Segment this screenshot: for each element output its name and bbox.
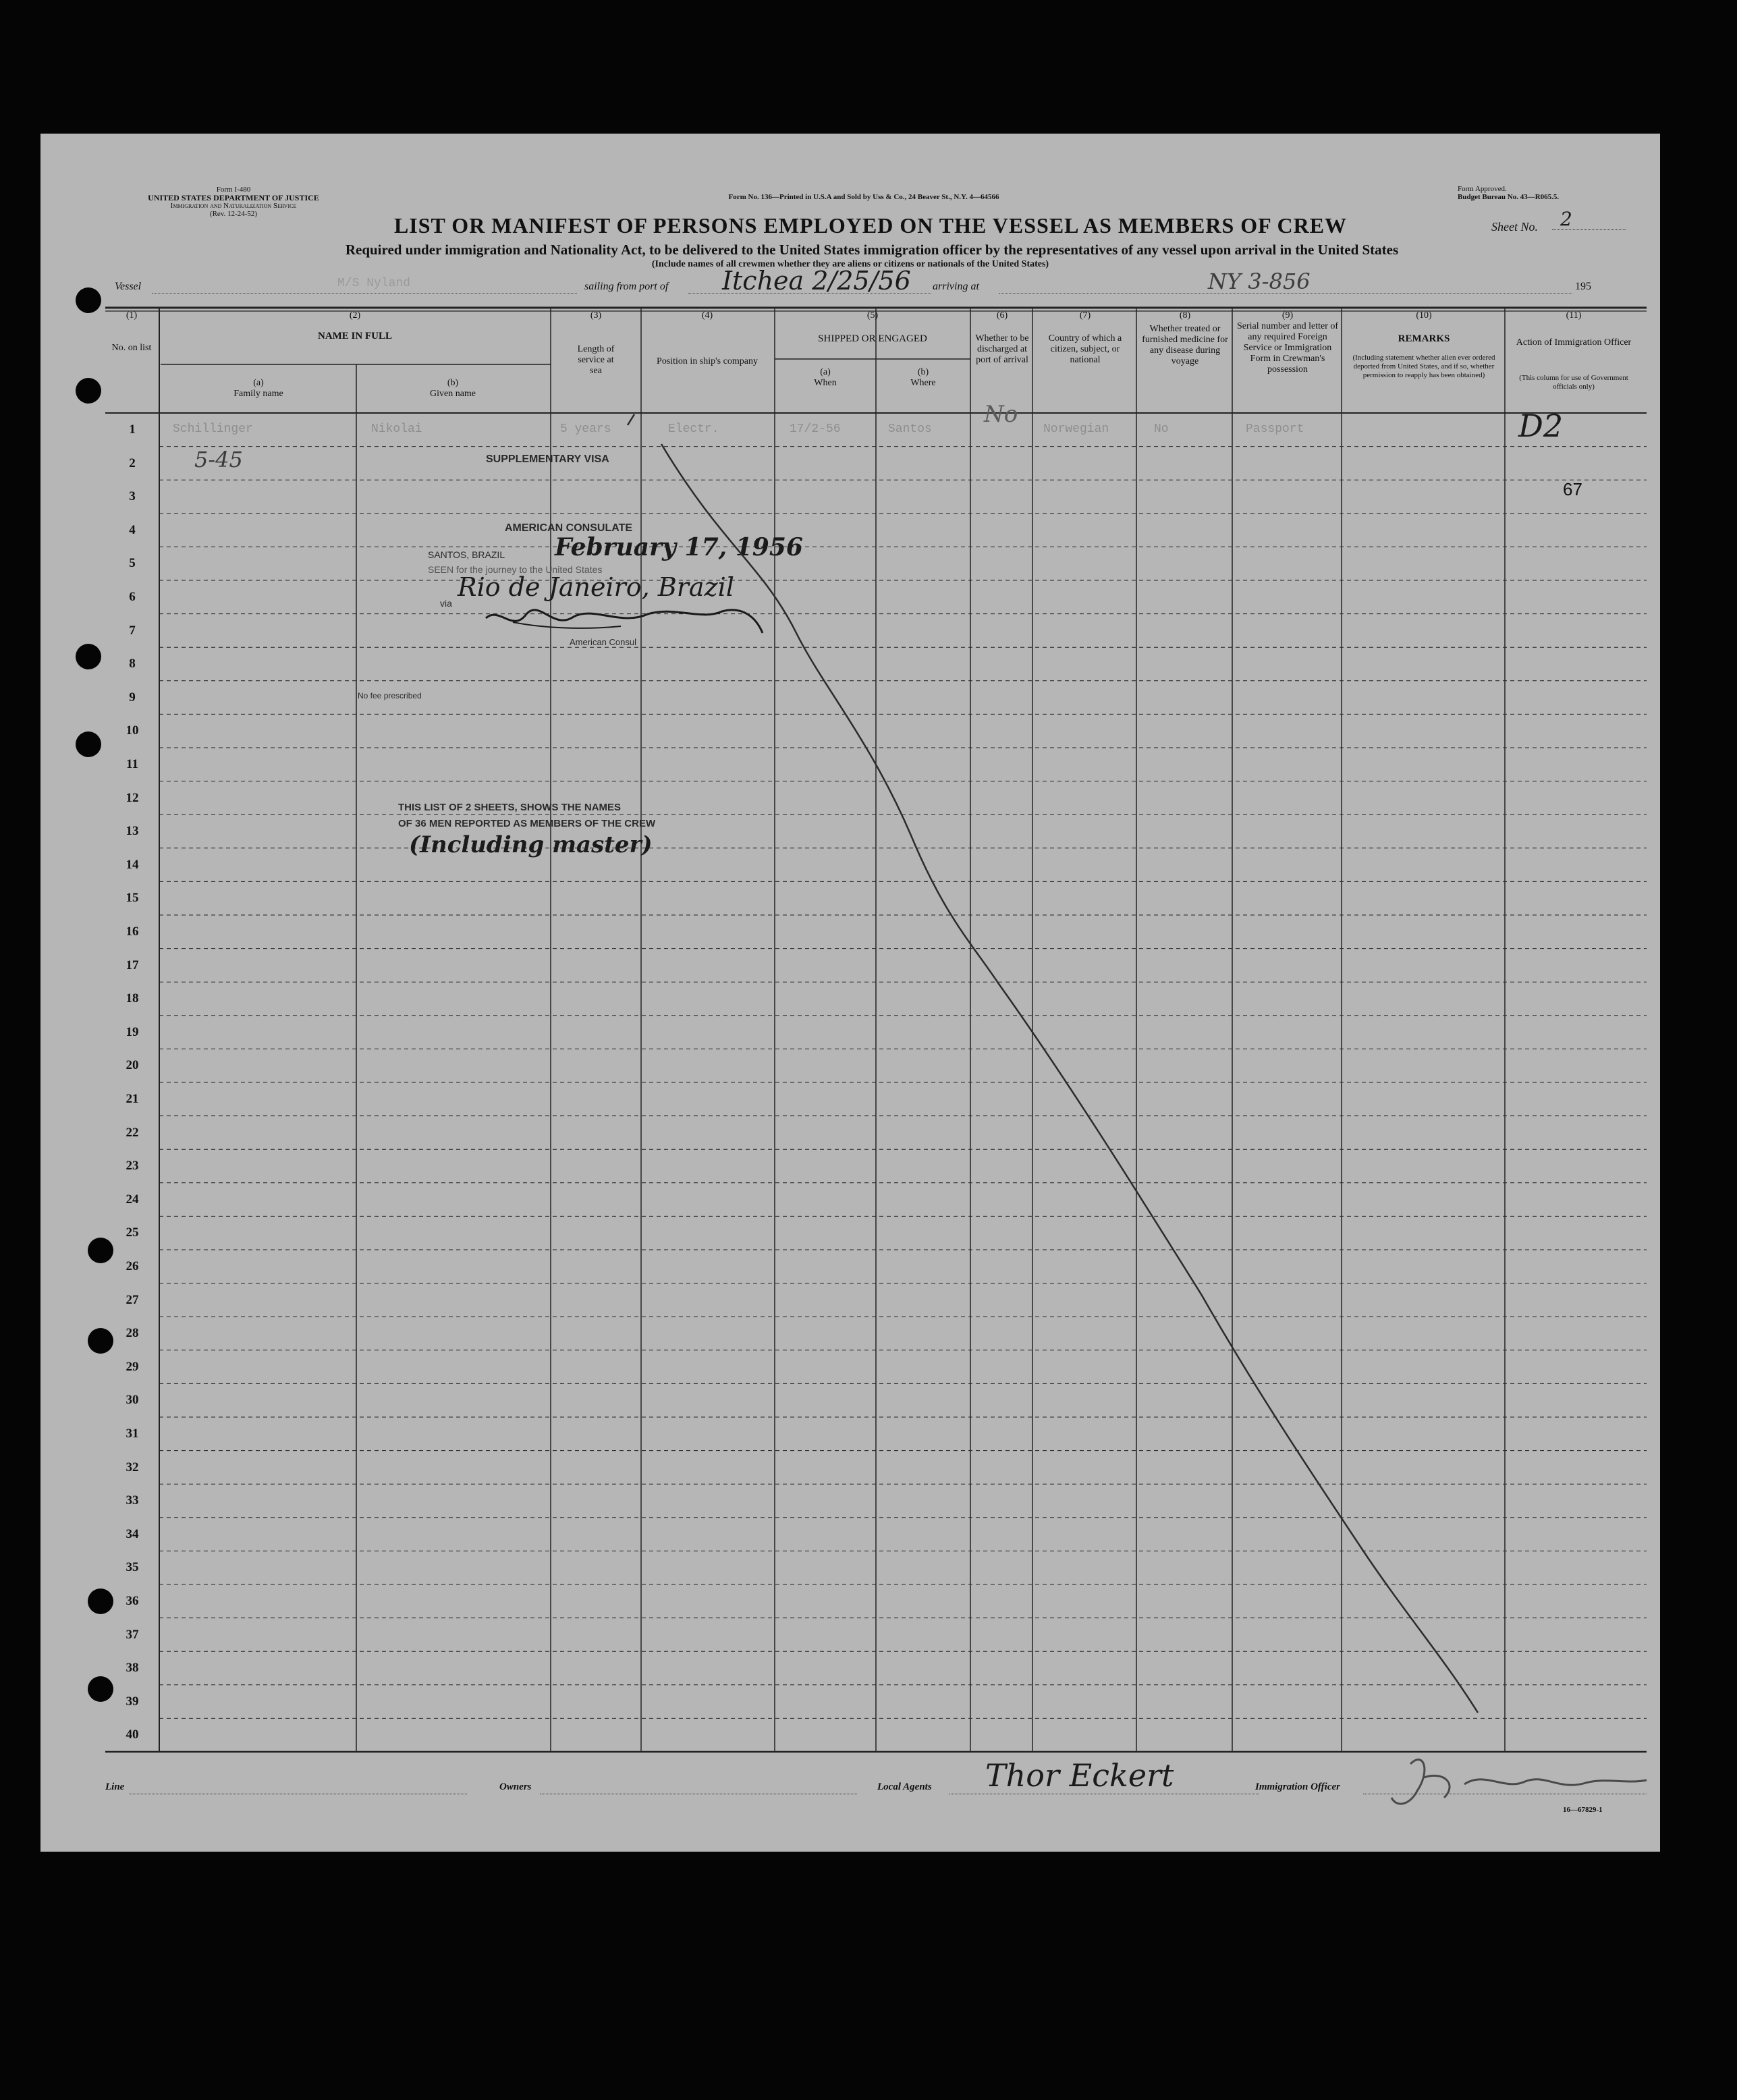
row-number: 11 xyxy=(126,757,138,771)
sailing-label: sailing from port of xyxy=(584,281,669,292)
count-line2: OF 36 MEN REPORTED AS MEMBERS OF THE CREW xyxy=(398,818,656,829)
cancel-line xyxy=(40,134,1660,1852)
row-number: 13 xyxy=(126,824,139,839)
stamp-city: SANTOS, BRAZIL xyxy=(428,549,505,560)
row-number: 17 xyxy=(126,958,139,972)
row-number: 35 xyxy=(126,1560,139,1575)
footer-agents-signature: Thor Eckert xyxy=(985,1757,1174,1794)
row-number: 22 xyxy=(126,1125,139,1140)
col2-label: NAME IN FULL xyxy=(317,331,392,341)
row-number: 25 xyxy=(126,1225,139,1240)
row-number: 15 xyxy=(126,891,139,906)
row-number: 7 xyxy=(129,623,136,638)
sheet-number: 2 xyxy=(1560,208,1572,230)
col6-number: (6) xyxy=(996,310,1008,321)
entry-action: D2 xyxy=(1518,408,1564,444)
col4-number: (4) xyxy=(701,310,713,321)
count-line1: THIS LIST OF 2 SHEETS, SHOWS THE NAMES xyxy=(398,802,622,813)
manifest-sheet xyxy=(40,134,1660,1852)
col8-label: Whether treated or furnished medicine for any disease during voyage xyxy=(1142,324,1228,366)
row-number: 2 xyxy=(129,455,136,470)
printer-note: Form No. 136—Printed in U.S.A and Sold by Uss & Co., 24 Beaver St., N.Y. 4—64566 xyxy=(728,193,999,201)
entry-where: Santos xyxy=(888,422,932,436)
entry-given-name: Nikolai xyxy=(371,422,422,436)
col11-label: Action of Immigration Officer xyxy=(1516,337,1632,348)
col5-number: (5) xyxy=(866,310,879,321)
row-number: 33 xyxy=(126,1493,139,1508)
col2b-label: (b) Given name xyxy=(429,378,476,399)
stamp-consulate: AMERICAN CONSULATE xyxy=(505,522,633,534)
col7-label: Country of which a citizen, subject, or national xyxy=(1048,333,1122,365)
entry-length: 5 years xyxy=(560,422,611,436)
footer-line-label: Line xyxy=(105,1781,125,1792)
row-number: 40 xyxy=(126,1728,139,1742)
entry-position: Electr. xyxy=(668,422,719,436)
col6-label: Whether to be discharged at port of arrival xyxy=(975,333,1029,365)
row-number: 19 xyxy=(126,1024,139,1039)
row-number: 3 xyxy=(129,489,136,504)
col3-label: Length of service at sea xyxy=(577,344,615,376)
row-number: 8 xyxy=(129,657,136,671)
department: UNITED STATES DEPARTMENT OF JUSTICE xyxy=(148,193,319,202)
row-number: 4 xyxy=(129,522,136,537)
count-line3: (Including master) xyxy=(409,831,653,858)
stamp-consul: American Consul xyxy=(570,637,636,647)
col8-number: (8) xyxy=(1179,310,1191,321)
vessel-value: M/S Nyland xyxy=(337,277,411,290)
service: Immigration and Naturalization Service xyxy=(170,202,297,210)
stamp-date: February 17, 1956 xyxy=(555,533,803,561)
row-number: 1 xyxy=(129,422,136,437)
row-number: 21 xyxy=(126,1092,139,1106)
col11-note: (This column for use of Government officials only) xyxy=(1519,374,1628,391)
col4-label: Position in ship's company xyxy=(657,356,758,366)
row-number: 30 xyxy=(126,1393,139,1408)
stamp-seen: SEEN for the journey to the United States xyxy=(428,564,603,575)
row-number: 26 xyxy=(126,1259,139,1273)
entry-when: 17/2-56 xyxy=(790,422,841,436)
row-number: 32 xyxy=(126,1460,139,1474)
arriving-label: arriving at xyxy=(933,281,979,292)
entry-medicine: No xyxy=(1154,422,1169,436)
revision: (Rev. 12-24-52) xyxy=(209,210,258,218)
form-approved: Form Approved. xyxy=(1458,185,1507,193)
col11-number: (11) xyxy=(1566,310,1582,321)
footer-owners-label: Owners xyxy=(499,1781,532,1792)
row-number: 38 xyxy=(126,1661,139,1676)
row-number: 16 xyxy=(126,924,139,939)
entry-country: Norwegian xyxy=(1043,422,1109,436)
col7-number: (7) xyxy=(1079,310,1091,321)
row-number: 23 xyxy=(126,1159,139,1173)
footer-agents-label: Local Agents xyxy=(877,1781,932,1792)
col5-label: SHIPPED OR ENGAGED xyxy=(818,333,927,344)
col2a-label: (a) Family name xyxy=(233,378,283,399)
row-number: 12 xyxy=(126,790,139,805)
row-number: 39 xyxy=(126,1694,139,1709)
row-number: 27 xyxy=(126,1292,139,1307)
row-number: 10 xyxy=(126,723,139,738)
officer-signature xyxy=(1383,1744,1653,1818)
col9-label: Serial number and letter of any required Foreign Service or Immigration Form in Crewman's possession xyxy=(1236,321,1339,375)
subnote: (Include names of all crewmen whether they are aliens or citizens or nationals of the United States) xyxy=(651,259,1049,269)
entry-family-name: Schillinger xyxy=(173,422,253,436)
col5a-label: (a) When xyxy=(814,367,837,388)
row-number: 36 xyxy=(126,1594,139,1608)
col5b-label: (b) Where xyxy=(910,367,936,388)
sheet-label: Sheet No. xyxy=(1491,220,1538,233)
budget-bureau: Budget Bureau No. 43—R065.5. xyxy=(1458,193,1560,201)
col10-label: REMARKS xyxy=(1398,333,1450,344)
stamp-fee: No fee prescribed xyxy=(358,691,422,700)
row-number: 28 xyxy=(126,1326,139,1341)
col1-label: No. on list xyxy=(111,343,152,353)
row-number: 29 xyxy=(126,1359,139,1374)
col3-number: (3) xyxy=(590,310,602,321)
form-number: Form I-480 xyxy=(216,186,251,194)
footer-code: 16—67829-1 xyxy=(1563,1806,1603,1814)
row-number: 18 xyxy=(126,991,139,1006)
row-number: 37 xyxy=(126,1627,139,1642)
stamp-supplementary: SUPPLEMENTARY VISA xyxy=(486,453,609,465)
arriving-value: NY 3-856 xyxy=(1208,269,1311,294)
row-number: 31 xyxy=(126,1427,139,1441)
subtitle: Required under immigration and Nationality Act, to be delivered to the United States immigration officer by the representatives of any vessel upon arrival in the United States xyxy=(345,242,1399,258)
vessel-label: Vessel xyxy=(115,281,142,292)
row-number: 24 xyxy=(126,1192,139,1207)
col9-number: (9) xyxy=(1281,310,1294,321)
row-number: 9 xyxy=(129,690,136,704)
entry-count: 67 xyxy=(1563,479,1582,499)
col2-number: (2) xyxy=(349,310,361,321)
entry-annotation: 5-45 xyxy=(194,447,243,472)
year-label: 195 xyxy=(1575,281,1591,292)
stamp-via-value: Rio de Janeiro, Brazil xyxy=(458,572,734,602)
entry-discharged: No xyxy=(984,401,1018,428)
sailing-value: Itchea 2/25/56 xyxy=(722,266,911,296)
row-number: 34 xyxy=(126,1526,139,1541)
col10-number: (10) xyxy=(1416,310,1432,321)
footer-officer-label: Immigration Officer xyxy=(1255,1781,1340,1792)
page-title: LIST OR MANIFEST OF PERSONS EMPLOYED ON THE VESSEL AS MEMBERS OF CREW xyxy=(393,213,1348,238)
stamp-via-label: via xyxy=(440,598,452,609)
col10-note: (Including statement whether alien ever ordered deported from United States, and if so, whether permission to reapply has been obtained) xyxy=(1352,354,1495,379)
row-number: 6 xyxy=(129,590,136,604)
entry-document: Passport xyxy=(1246,422,1304,436)
row-number: 14 xyxy=(126,857,139,872)
row-number: 5 xyxy=(129,556,136,571)
row-number: 20 xyxy=(126,1058,139,1073)
col1-number: (1) xyxy=(126,310,138,321)
